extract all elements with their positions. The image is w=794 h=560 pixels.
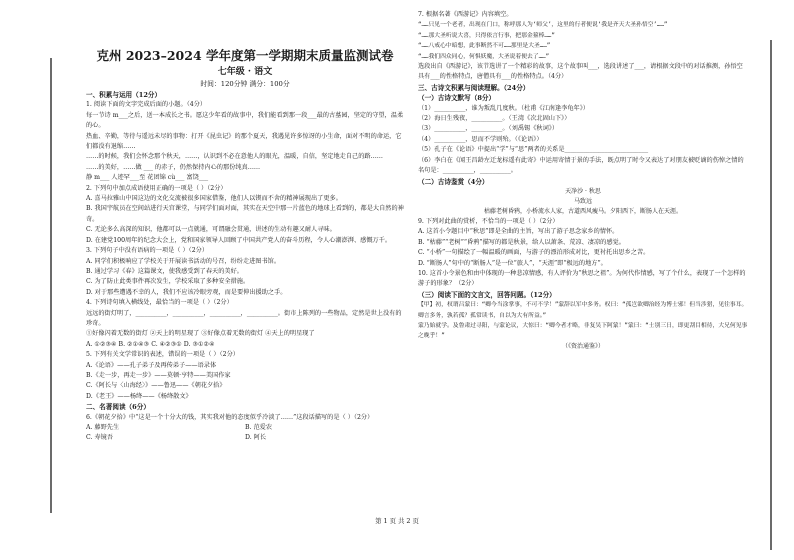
subsection-heading: （一）古诗文默写（8分） — [418, 94, 496, 103]
option-a: A.《论语》——孔子弟子及再传弟子——语录体 — [86, 361, 217, 369]
recitation-line: （3）__________，__________。（刘禹锡《秋词》） — [418, 125, 559, 133]
excerpt-line: “……我们四众同心，何惧妖魔，大圣说着便去了……” — [418, 53, 550, 60]
question-4: 4. 下列诗句填入横线处，最恰当的一项是（ ）（2分） — [86, 299, 233, 307]
classical-text: 蒙乃始就学。及鲁肃过寻阳，与蒙论议，大惊曰：“卿今者才略，非复吴下阿蒙！”蒙曰：“士别三日，即更刮目相待，大兄何见事之晚乎！” — [418, 322, 748, 340]
question-7: 7. 根据名著《西游记》内容填空。 — [418, 11, 513, 18]
passage-line: 远远的街灯明了，__________，__________，__________，__________。街市上陈列的一些物品，定然是世上没有的珍奇。 — [86, 309, 402, 327]
q6-options — [86, 433, 404, 443]
excerpt-line: “……那大圣听说大喜，只得依言行事，把那金箍棒……” — [418, 32, 555, 39]
option-c: C. “小桥”一句描绘了一幅温暖的画面，与游子的漂泊形成对比，更衬托出思乡之苦。 — [418, 249, 650, 257]
option-c: C. 为了防止此类事件再次发生，学校采取了多种安全措施。 — [86, 278, 250, 286]
question-5: 5. 下列有关文学常识的表述，错误的一项是（ ）（2分） — [86, 351, 239, 359]
option-b: B. 我国宇航员在空间站进行天宫课堂，与同学们面对面，其实在天空中那一片蓝色的地球上看到的，都是大自然的神奇。 — [86, 205, 404, 223]
option-d: D. 对于那些遭遇不幸的人，我们不应该冷眼旁观，而是要伸出援助之手。 — [86, 288, 287, 296]
option-b: B.《走一步，再走一步》——莫顿·亨特——美国作家 — [86, 371, 231, 379]
option-c: C.《阿长与〈山海经〉》——鲁迅——《朝花夕拾》 — [86, 382, 226, 390]
recitation-line: （5）孔子在《论语》中提出“学”与“思”两者的关系是___________________________ — [418, 146, 649, 154]
option-b: B. 通过学习《春》这篇课文，使我感受到了春天的美好。 — [86, 267, 243, 275]
passage-line: ……的时候，我们会怀念那个秋天，……，认识到不必在意他人的眼光，温暖，自信，坚定地走自己的路…… — [86, 153, 383, 161]
option-b: B. “枯藤”“老树”“昏鸦”描写的都是秋景，给人以萧条、荒凉、凄凉的感觉。 — [418, 238, 625, 246]
poem-body: 枯藤老树昏鸦，小桥流水人家，古道西风瘦马。夕阳西下，断肠人在天涯。 — [483, 207, 682, 215]
subsection-heading: （三）阅读下面的文言文，回答问题。（12分） — [418, 290, 556, 299]
option-a: A. 同学们积极响应了学校关于开展读书活动的号召，纷纷走进图书馆。 — [86, 257, 281, 265]
passage-line: 热血、辛勤，等待与遥远未尽的事物：打开《昆虫记》的那个夏天，我遇见许多惊讶的小生命，面对不明的命运，它们都没有退缩…… — [86, 132, 402, 151]
recitation-line: （2）海日生残夜，__________。（王湾《次北固山下》） — [418, 115, 571, 123]
left-binding-edge — [50, 58, 52, 513]
poem-title: 天净沙 · 秋思 — [565, 187, 601, 195]
exam-subtitle: 七年级 · 语文 — [217, 67, 273, 77]
option-a: A. 这首小令题目中“秋思”即是全曲的主旨，写出了游子思念家乡的情怀。 — [418, 228, 619, 236]
passage-line: ……的美好，……做 ___ 的赤子，仍然保持内心的那份纯真…… — [86, 163, 261, 171]
option-a: A. 藤野先生 — [86, 424, 120, 431]
exam-meta: 时间：120分钟 满分：100分 — [200, 80, 290, 88]
text-source: （《资治通鉴》） — [561, 342, 604, 350]
q6-options — [86, 423, 404, 433]
question-3: 3. 下列句子中没有语病的一项是（ ）（2分） — [86, 247, 209, 255]
blank-fill-line: 静 m___ 人迹罕___至 花团锦 cù___ 富饶___ — [86, 174, 209, 182]
section-heading: 一、积累与运用（12分） — [86, 91, 162, 99]
page-number: 第 1 页 共 2 页 — [375, 517, 419, 525]
question-1: 1. 阅读下面的文字完成后面的小题。（4分） — [86, 101, 207, 109]
option-a: A. 喜马拉雅山中国这边的文化交流被很多国家借鉴，他们人以锲而不舍的精神展现出了更多。 — [86, 195, 342, 203]
sentence-options: ①好像闪着无数的街灯 ②天上的明星现了 ③好像点着无数的街灯 ④天上的明星现了 — [86, 330, 315, 338]
option-d: D. “断肠人”句中的“断肠人”是一位“旅人”，“天涯”即“极远的地方”。 — [418, 259, 607, 267]
exam-title: 克州 2023–2024 学年度第一学期期末质量监测试卷 — [96, 48, 394, 63]
option-d: D.《老王》——杨绛——《杨绛散文》 — [86, 392, 192, 400]
option-c: C. 无论多么高深的知识，他都可以一点就通，可谓融会贯通，讲述的生动有趣又耐人寻味。 — [86, 226, 336, 234]
question-2: 2. 下列句中加点成语使用正确的一项是（ ）（2分） — [86, 184, 227, 192]
section-heading: 三、古诗文积累与阅读理解。（24分） — [418, 83, 530, 92]
passage-line: 每一节诗 m___之后，送一本成长之书。愿这少年看的故事中，我们能看到那一段___最的古墓园，坚定的守望，温柔的心。 — [86, 111, 404, 130]
question-9: 9. 下列对此曲的赏析，不恰当的一项是（ ）（2分） — [418, 217, 559, 225]
poem-author: 马致远 — [573, 197, 592, 205]
recitation-line: （6）李白在《闻王昌龄左迁龙标遥有此寄》中运用寄情于景的手法，既点明了时令又表达了对朋友被贬谪的伤悼之情的名句是：__________，__________。 — [418, 156, 744, 175]
option-c: C. 寿镜吾 — [86, 434, 114, 442]
option-b: B. 范爱农 — [245, 424, 273, 431]
subsection-heading: （二）古诗鉴赏（4分） — [418, 177, 489, 186]
excerpt-line: “……只见一个老者，出现在门口，称呼那人为‘师父’，这里的行者便说‘我是齐天大圣孙悟空’……” — [418, 22, 668, 29]
right-binding-edge — [770, 40, 772, 550]
excerpt-line: “……八戒心中暗想，此事断然不可……那里是大圣……” — [418, 43, 551, 50]
recitation-line: （4）__________，思而不学则殆。（《论语》） — [418, 135, 543, 143]
section-heading: 二、名著阅读（6分） — [86, 403, 150, 412]
choice-line: A. ①②③④ B. ②①④③ C. ④②③① D. ③①②④ — [86, 340, 215, 348]
right-column — [418, 10, 748, 352]
left-column — [86, 10, 404, 444]
question-7-prompt: 选段出自《西游记》，该节选讲了一个精彩的故事，这个故事叫___，选段讲述了___，请根据文段中的对话推测，孙悟空具有___的性格特点，唐僧具有___的性格特点。（4分） — [418, 63, 743, 81]
option-d: D. 阿长 — [245, 434, 267, 442]
question-6: 6.《朝花夕拾》中“这是一个十分大的钱，其实我对他的态度似乎冷淡了……”这段话描写的是（ ）（2分） — [86, 413, 374, 421]
option-d: D. 在建党100周年的纪念大会上，党和国家领导人回顾了中国共产党人的奋斗历程，令人心潮澎湃、感慨万千。 — [86, 236, 392, 244]
question-10: 10. 这首小令景色和由中体现的一种悲凉情感，有人评价为“秋思之祖”。为何代作情感，写了个什么，表现了一个怎样的游子的形象？（2分） — [418, 269, 746, 288]
classical-text: 【甲】初，权谓吕蒙曰：“卿今当涂掌事，不可不学！”蒙辞以军中多务。权曰：“孤岂欲卿治经为博士邪！但当涉猎，见往事耳。卿言多务，孰若孤？孤常读书，自以为大有所益。” — [418, 302, 748, 319]
recitation-line: （1）__________，谁为叛乱几度秋。（杜甫《江南逢李龟年》） — [418, 104, 589, 112]
